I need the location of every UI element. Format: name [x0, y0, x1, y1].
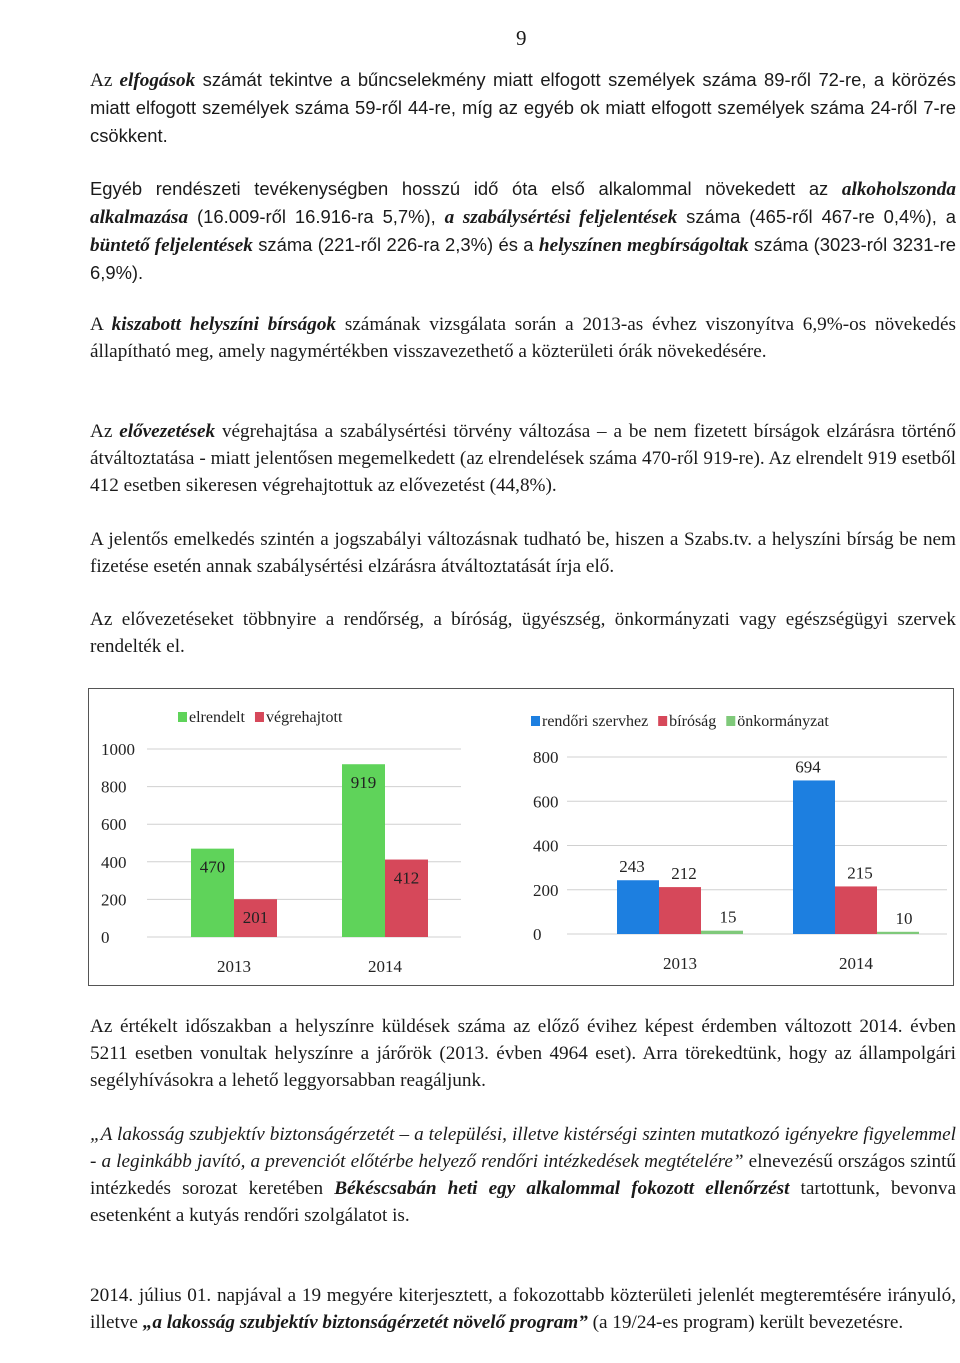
y-tick-label-1-0: 0 [533, 925, 542, 944]
legend-label-1-0: rendőri szervhez [542, 713, 649, 730]
legend-swatch-1-0 [531, 716, 540, 726]
bar-1-0-0 [617, 880, 659, 934]
paragraph-policing-activities: Egyéb rendészeti tevékenységben hosszú idő óta első alkalommal növekedett az alkoholszonda alkalmazása (16.009-ről 16.916-ra 5,7%), a szabálysértési feljelentések száma (465-ről 467-re 0,4%), a büntető feljelentések száma (221-ről 226-ra 2,3%) és a helyszínen megbírságoltak száma (3023-ról 3231-re 6,9%). [90, 178, 956, 283]
y-tick-label-1-4: 800 [533, 748, 559, 767]
data-label-1-0-0: 243 [619, 857, 645, 877]
y-tick-label-0-0: 0 [101, 928, 110, 947]
x-tick-label-1-0: 2013 [663, 954, 697, 973]
data-label-1-0-1: 694 [795, 757, 821, 777]
data-label-0-0-1: 919 [350, 773, 377, 793]
chart-ordered-executed [89, 689, 521, 985]
legend-swatch-0-1 [255, 712, 264, 722]
legend-label-1-1: bíróság [669, 713, 717, 730]
paragraph-arrests: Az elfogások számát tekintve a bűncselekmény miatt elfogott személyek száma 89-ről 72-re, a körözés miatt elfogott személyek száma 59-ről 44-re, míg az egyéb ok miatt elfogott személyek száma 24-ről 7-re csökkent. [90, 69, 956, 146]
bar-1-1-1 [835, 886, 877, 934]
data-label-1-2-0: 15 [719, 907, 737, 927]
paragraph-ordering-bodies: Az elővezetéseket többnyire a rendőrség, a bíróság, ügyészség, önkormányzati vagy egészségügyi szervek rendelték el. [90, 609, 956, 657]
legend-swatch-0-0 [178, 712, 187, 722]
y-tick-label-0-5: 1000 [101, 740, 135, 759]
paragraph-dispatches: Az értékelt időszakban a helyszínre küldések száma az előző évihez képest érdemben változott 2014. évben 5211 esetben vonultak helyszínre a járőrök (2013. évben 4964 eset). Arra törekedtünk, hogy az állampolgári segélyhívásokra a lehető leggyorsabban reagáljunk. [90, 1016, 956, 1091]
paragraph-arraignments: Az elővezetések végrehajtása a szabálysértési törvény változása – a be nem fizetett bírságok elzárásra történő átváltoztatása - miatt jelentősen megemelkedett (az elrendelések száma 470-ről 919-re). Az elrendelt 919 esetből 412 esetben sikeresen végrehajtottuk az elővezetést (44,8%). [90, 421, 956, 496]
paragraph-program: 2014. július 01. napjával a 19 megyére kiterjesztett, a fokozottabb közterületi jelenlét megteremtésére irányuló, illetve „a lakosság szubjektív biztonságérzetét növelő program” (a 19/24-es program) került bevezetésre. [90, 1285, 956, 1333]
legend-swatch-1-1 [658, 716, 667, 726]
paragraph-legal-change: A jelentős emelkedés szintén a jogszabályi változásnak tudható be, hiszen a Szabs.tv. a helyszíni bírság be nem fizetése esetén annak szabálysértési elzárásra átváltoztatását írja elő. [90, 529, 956, 577]
y-tick-label-1-1: 200 [533, 880, 559, 900]
page-number: 9 [516, 26, 527, 50]
data-label-1-1-0: 212 [671, 864, 697, 884]
y-tick-label-0-1: 200 [101, 890, 127, 910]
data-label-1-1-1: 215 [847, 863, 873, 883]
paragraph-fines: A kiszabott helyszíni bírságok számának vizsgálata során a 2013-as évhez viszonyítva 6,9%-os növekedés állapítható meg, amely nagymértékben visszavezethető a közterületi órák növekedésére. [90, 314, 956, 362]
y-tick-label-0-3: 600 [101, 815, 127, 835]
legend-label-1-2: önkormányzat [737, 713, 829, 730]
x-tick-label-0-1: 2014 [368, 957, 402, 976]
y-tick-label-1-2: 400 [533, 836, 559, 856]
y-tick-label-0-4: 800 [101, 777, 127, 797]
x-tick-label-0-0: 2013 [217, 957, 251, 976]
bar-1-2-0 [701, 931, 743, 934]
y-tick-label-0-2: 400 [101, 852, 127, 872]
legend-label-0-1: végrehajtott [265, 709, 343, 726]
chart-ordering-bodies [521, 689, 953, 985]
bar-1-2-1 [877, 932, 919, 934]
bar-1-1-0 [659, 887, 701, 934]
bar-1-0-1 [793, 780, 835, 934]
y-tick-label-1-3: 600 [533, 792, 559, 812]
x-tick-label-1-1: 2014 [839, 954, 873, 973]
paragraph-operation: „A lakosság szubjektív biztonságérzetét – a települési, illetve kistérségi szinten mutatkozó igényekre figyelemmel - a leginkább javító, a prevenciót előtérbe helyező rendőri intézkedések megtételére” elnevezésű országos szintű intézkedés sorozat keretében Békéscsabán heti egy alkalommal fokozott ellenőrzést tartottunk, bevonva esetenként a kutyás rendőri szolgálatot is. [90, 1124, 957, 1226]
legend-label-0-0: elrendelt [189, 709, 245, 726]
charts-box [88, 688, 954, 986]
data-label-0-0-0: 470 [199, 857, 226, 877]
data-label-0-1-1: 412 [393, 868, 420, 888]
data-label-1-2-1: 10 [895, 908, 913, 928]
legend-swatch-1-2 [726, 716, 735, 726]
data-label-0-1-0: 201 [242, 908, 269, 928]
